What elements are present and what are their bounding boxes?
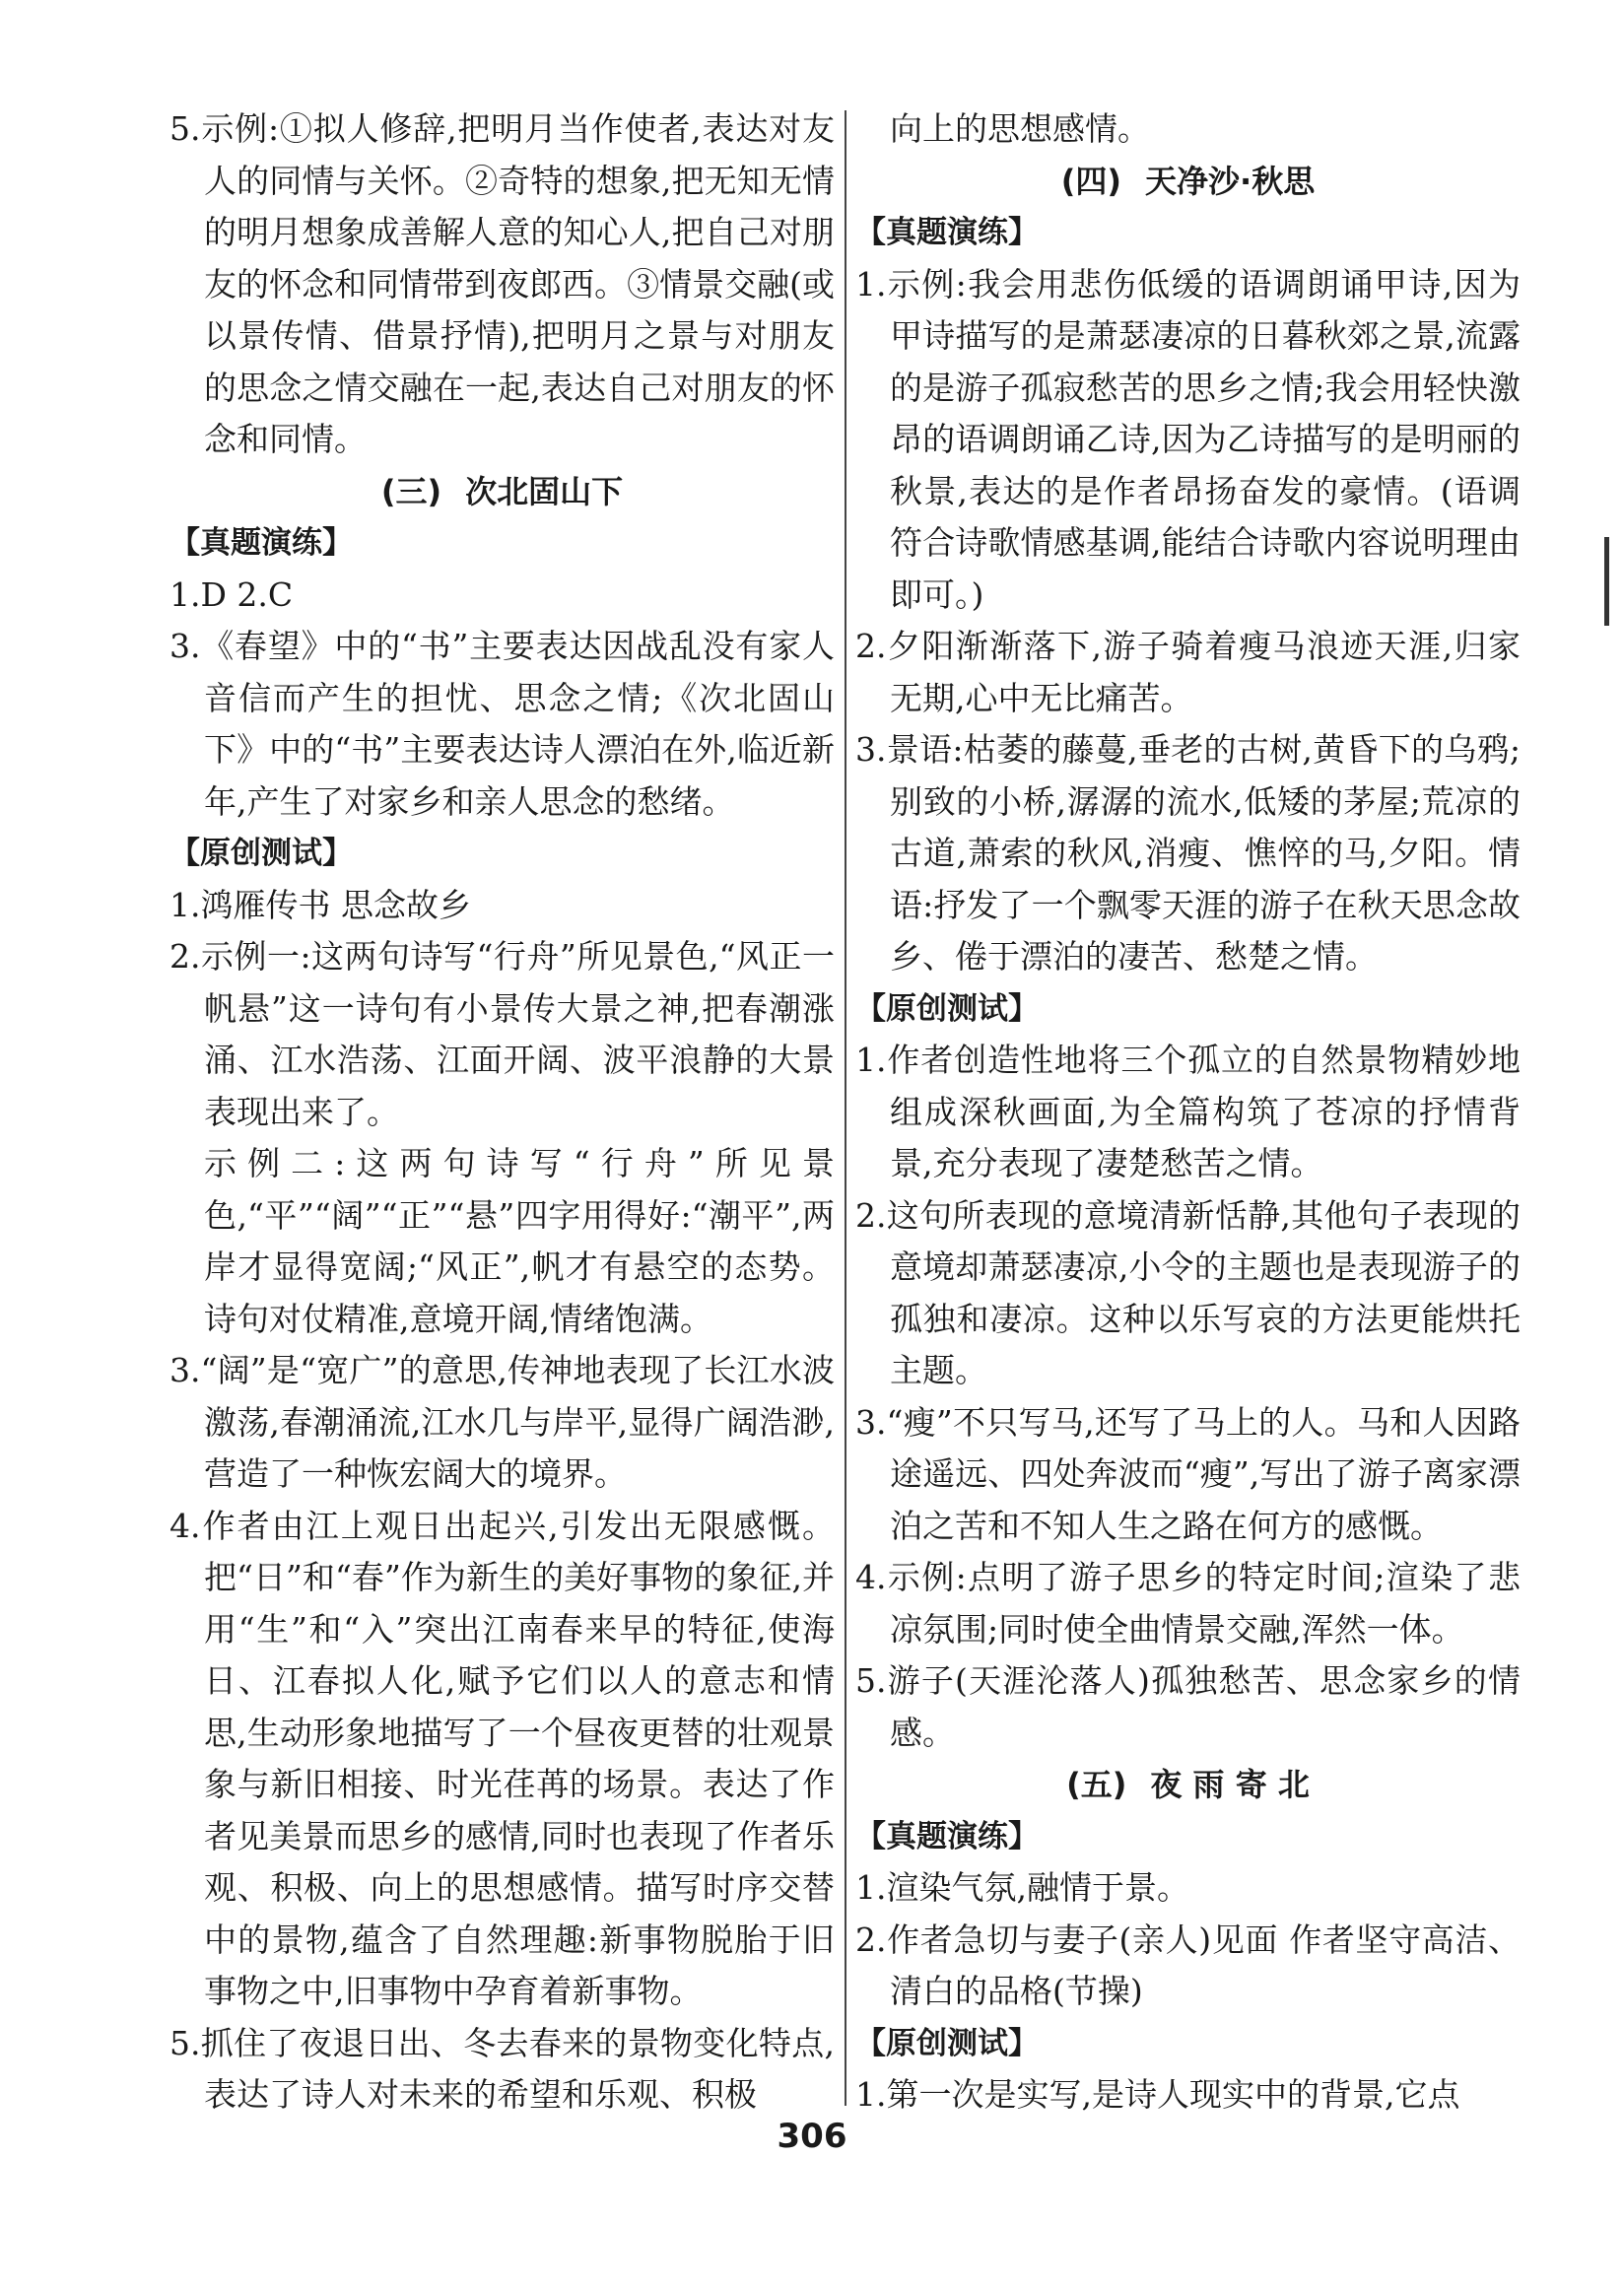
- section-title: [855, 1759, 1521, 1811]
- exercise-tag: 【真题演练】: [169, 525, 353, 561]
- answer-paragraph: 3.景语:枯萎的藤蔓,垂老的古树,黄昏下的乌鸦;别致的小桥,潺潺的流水,低矮的茅屋;荒凉的古道,萧索的秋风,消瘦、憔悴的马,夕阳。情语:抒发了一个飘零天涯的游子在秋天思念故乡、倦于漂泊的凄苦、愁楚之情。: [855, 730, 1521, 976]
- answer-paragraph: 3.“瘦”不只写马,还写了马上的人。马和人因路途遥远、四处奔波而“瘦”,写出了游子离家漂泊之苦和不知人生之路在何方的感慨。: [855, 1402, 1521, 1545]
- answer-paragraph: 向上的思想感情。: [890, 109, 1150, 148]
- section-number: (四): [1060, 162, 1122, 200]
- answer-paragraph: 5.游子(天涯沦落人)孤独愁苦、思念家乡的情感。: [855, 1661, 1521, 1752]
- answer-paragraph: 1.D 2.C: [169, 574, 294, 614]
- exercise-tag: 【真题演练】: [855, 1818, 1039, 1854]
- section-title-text: 次北固山下: [465, 472, 624, 510]
- answer-paragraph: 3.“阔”是“宽广”的意思,传神地表现了长江水波激荡,春潮涌流,江水几与岸平,显得广阔浩渺,营造了一种恢宏阔大的境界。: [169, 1351, 835, 1493]
- section-number: (三): [380, 472, 442, 510]
- answer-paragraph: 2.示例一:这两句诗写“行舟”所见景色,“风正一帆悬”这一诗句有小景传大景之神,把春潮涨涌、江水浩荡、江面开阔、波平浪静的大景表现出来了。: [169, 937, 835, 1131]
- exercise-tag: 【原创测试】: [855, 990, 1039, 1027]
- answer-paragraph: 3.《春望》中的“书”主要表达因战乱没有家人音信而产生的担忧、思念之情;《次北固山下》中的“书”主要表达诗人漂泊在外,临近新年,产生了对家乡和亲人思念的愁绪。: [169, 627, 835, 821]
- exercise-tag: 【原创测试】: [169, 836, 353, 871]
- answer-paragraph: 1.示例:我会用悲伤低缓的语调朗诵甲诗,因为甲诗描写的是萧瑟凄凉的日暮秋郊之景,流露的是游子孤寂愁苦的思乡之情;我会用轻快激昂的语调朗诵乙诗,因为乙诗描写的是明丽的秋景,表达的是作者昂扬奋发的豪情。(语调符合诗歌情感基调,能结合诗歌内容说明理由即可。): [855, 264, 1521, 614]
- answer-paragraph: 1.渲染气氛,融情于景。: [855, 1868, 1189, 1907]
- right-column: [855, 103, 1521, 2122]
- exercise-tag: 【原创测试】: [855, 2025, 1039, 2061]
- answer-paragraph: 2.夕阳渐渐落下,游子骑着瘦马浪迹天涯,归家无期,心中无比痛苦。: [855, 627, 1521, 717]
- answer-paragraph: 1.第一次是实写,是诗人现实中的背景,它点: [855, 2075, 1460, 2114]
- answer-paragraph: 5.抓住了夜退日出、冬去春来的景物变化特点,表达了诗人对未来的希望和乐观、积极: [169, 2023, 835, 2114]
- page-number: 306: [777, 2117, 847, 2156]
- answer-paragraph: 4.作者由江上观日出起兴,引发出无限感慨。把“日”和“春”作为新生的美好事物的象征,并用“生”和“入”突出江南春来早的特征,使海日、江春拟人化,赋予它们以人的意志和情思,生动形象地描写了一个昼夜更替的壮观景象与新旧相接、时光荏苒的场景。表达了作者见美景而思乡的感情,同时也表现了作者乐观、积极、向上的思想感情。描写时序交替中的景物,蕴含了自然理趣:新事物脱胎于旧事物之中,旧事物中孕育着新事物。: [169, 1506, 835, 2010]
- section-title-text: 天净沙·秋思: [1145, 162, 1316, 200]
- section-title: [169, 466, 835, 518]
- section-title: [855, 156, 1521, 208]
- section-title-text: 夜 雨 寄 北: [1150, 1766, 1310, 1803]
- answer-paragraph: 2.这句所表现的意境清新恬静,其他句子表现的意境却萧瑟凄凉,小令的主题也是表现游子的孤独和凄凉。这种以乐写哀的方法更能烘托主题。: [855, 1195, 1521, 1389]
- answer-paragraph: 4.示例:点明了游子思乡的特定时间;渲染了悲凉氛围;同时使全曲情景交融,浑然一体。: [855, 1558, 1521, 1649]
- left-column: [169, 103, 835, 2122]
- exercise-tag: 【真题演练】: [855, 215, 1039, 250]
- answer-paragraph: 示例二:这两句诗写“行舟”所见景色,“平”“阔”“正”“悬”四字用得好:“潮平”,两岸才显得宽阔;“风正”,帆才有悬空的态势。诗句对仗精准,意境开阔,情绪饱满。: [204, 1144, 835, 1338]
- scan-mark: [1604, 537, 1609, 626]
- answer-paragraph: 1.鸿雁传书 思念故乡: [169, 885, 471, 924]
- answer-paragraph: 1.作者创造性地将三个孤立的自然景物精妙地组成深秋画面,为全篇构筑了苍凉的抒情背景,充分表现了凄楚愁苦之情。: [855, 1041, 1521, 1182]
- section-number: (五): [1066, 1766, 1127, 1803]
- answer-paragraph: 2.作者急切与妻子(亲人)见面 作者坚守高洁、清白的品格(节操): [855, 1920, 1521, 2010]
- answer-paragraph: 5.示例:①拟人修辞,把明月当作使者,表达对友人的同情与关怀。②奇特的想象,把无知无情的明月想象成善解人意的知心人,把自己对朋友的怀念和同情带到夜郎西。③情景交融(或以景传情、借景抒情),把明月之景与对朋友的思念之情交融在一起,表达自己对朋友的怀念和同情。: [169, 109, 835, 458]
- column-divider: [845, 110, 846, 2106]
